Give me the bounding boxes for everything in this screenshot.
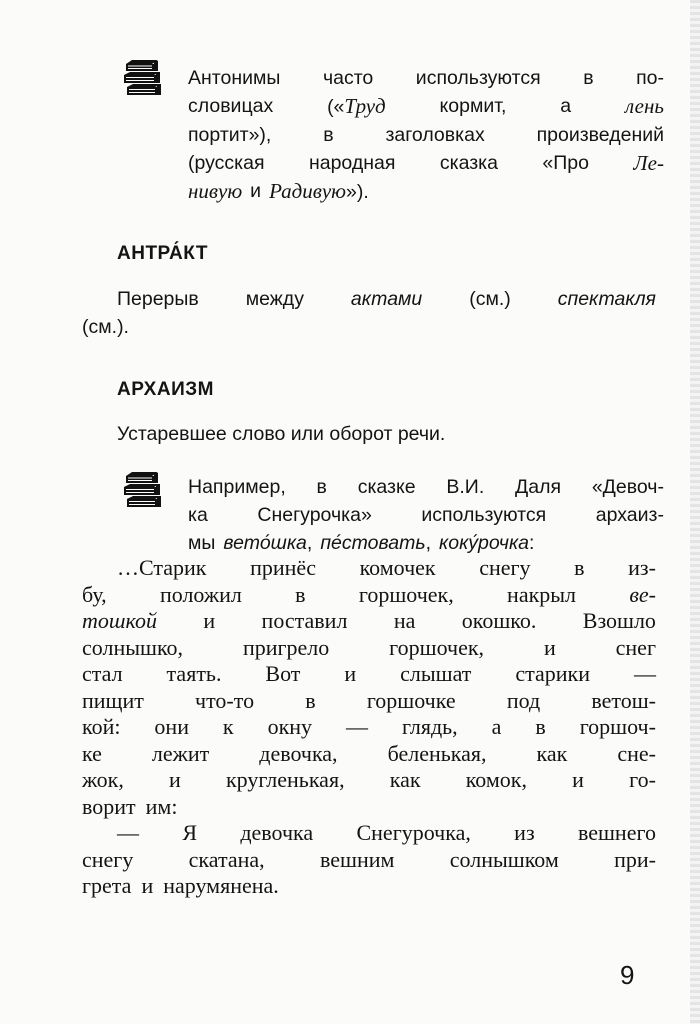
entry-definition-arkhaizm: Устаревшее слово или оборот речи. bbox=[117, 423, 446, 445]
entry-heading-arkhaizm: АРХАИЗМ bbox=[117, 379, 214, 400]
books-icon bbox=[122, 470, 164, 510]
note-dal-example: Например, в сказке В.И. Даля «Девоч- ка Снегурочка» используются архаиз- мы вето́шка, пе́стовать, коку́рочка: bbox=[188, 476, 664, 554]
note-antonyms: Антонимы часто используются в по- словицах («Труд кормит, а лень портит»), в заголовках произведений (русская народная сказка «Про Ле- нивую и Радивую»). bbox=[188, 67, 664, 203]
page-edge bbox=[690, 0, 700, 1024]
books-icon bbox=[122, 58, 164, 98]
entry-definition-antrakt: Перерыв между актами (см.) спектакля (см.). bbox=[82, 288, 656, 338]
quote-snegurochka: …Старик принёс комочек снегу в из- бу, положил в горшочек, накрыл ве- тошкой и поставил на окошко. Взошло солнышко, пригрело горшочек, и снег стал таять. Вот и слышат старики — пищит что-то в горшочке под ветош- кой: они к окну — глядь, а в горшоч- ке лежит девочка, беленькая, как сне- жок, и кругленькая, как комок, и го- ворит им: — Я девочка Снегурочка, из вешнего снегу скатана, вешним солнышком при- грета и нарумянена. bbox=[82, 555, 656, 898]
page-number: 9 bbox=[620, 960, 635, 990]
entry-heading-antrakt: АНТРА́КТ bbox=[117, 243, 208, 264]
